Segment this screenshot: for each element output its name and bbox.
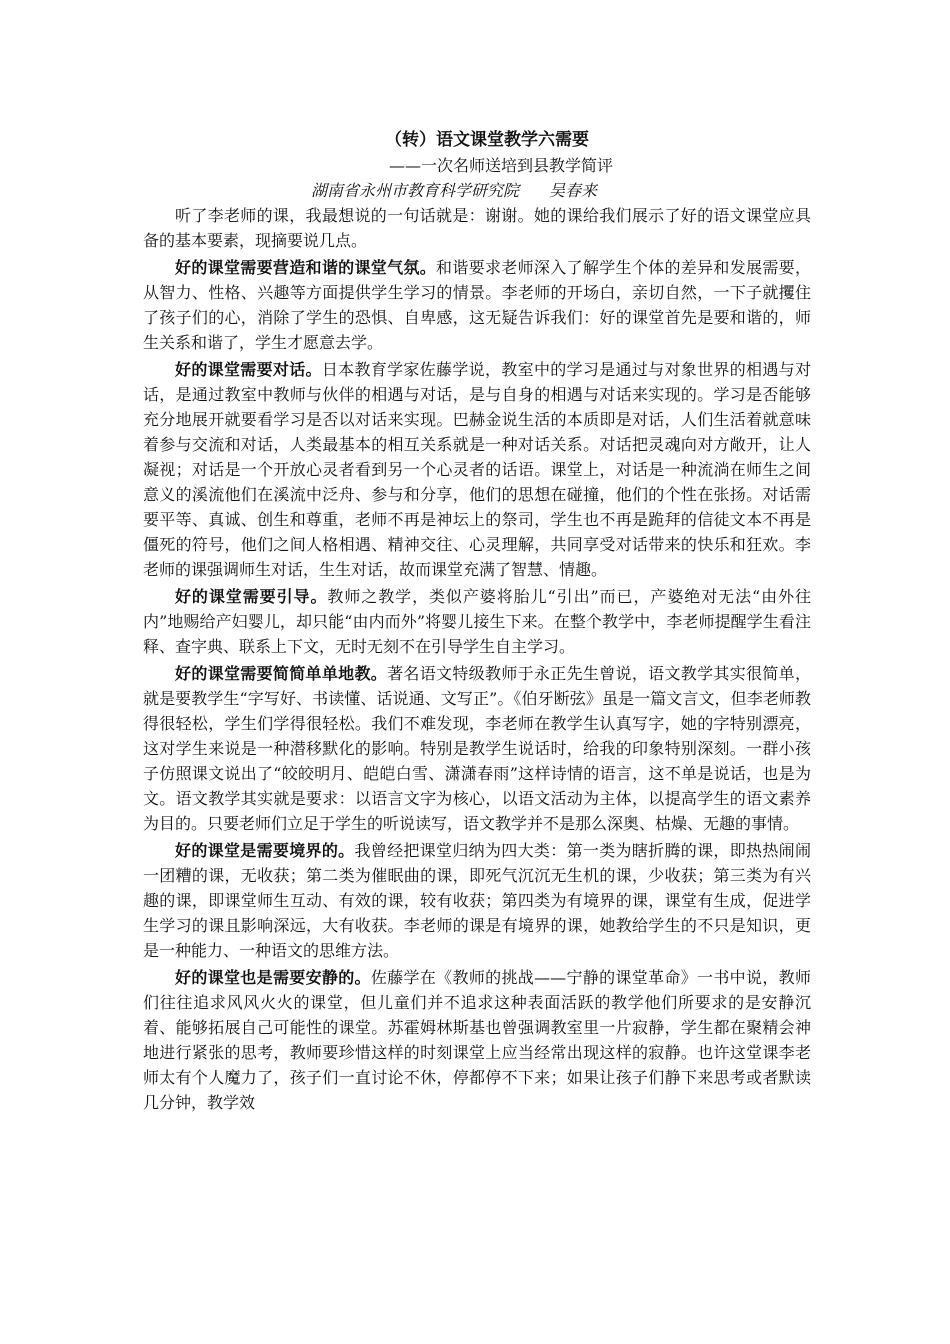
- document-subtitle: ——一次名师送培到县教学简评: [389, 156, 614, 175]
- author-affiliation: 湖南省永州市教育科学研究院: [311, 181, 520, 200]
- section-harmony: [143, 255, 811, 355]
- section-realm: [143, 838, 811, 963]
- section-simplicity: [143, 661, 811, 836]
- author-name: 吴春来: [549, 181, 598, 200]
- section-body: 日本教育学家佐藤学说，教室中的学习是通过与对象世界的相遇与对话，是通过教室中教师与伙伴的相遇与对话，是与自身的相遇与对话来实现的。学习是否能够充分地展开就要看学习是否以对话来实现。巴赫金说生活的本质即是对话，人们生活着就意味着参与交流和对话，人类最基本的相互关系就是一种对话关系。对话把灵魂向对方敞开，让人凝视；对话是一个开放心灵者看到另一个心灵者的话语。课堂上，对话是一种流淌在师生之间意义的溪流他们在溪流中泛舟、参与和分享，他们的思想在碰撞，他们的个性在张扬。对话需要平等、真诚、创生和尊重，老师不再是神坛上的祭司，学生也不再是跪拜的信徒文本不再是僵死的符号，他们之间人格相遇、精神交往、心灵理解，共同享受对话带来的快乐和狂欢。李老师的课强调师生对话，生生对话，故而课堂充满了智慧、情趣。: [143, 360, 811, 579]
- intro-paragraph: 听了李老师的课，我最想说的一句话就是：谢谢。她的课给我们展示了好的语文课堂应具备的基本要素，现摘要说几点。: [143, 206, 811, 250]
- section-body: 和谐要求老师深入了解学生个体的差异和发展需要，从智力、性格、兴趣等方面提供学生学习的情景。李老师的开场白，亲切自然，一下子就攫住了孩子们的心，消除了学生的恐惧、自卑感，这无疑告诉我们：好的课堂首先是要和谐的，师生关系和谐了，学生才愿意去学。: [143, 258, 811, 352]
- section-quiet: [143, 965, 811, 1115]
- section-heading: 好的课堂是需要境界的。: [175, 841, 355, 860]
- section-dialogue: [143, 357, 811, 582]
- document-title: （转）语文课堂教学六需要: [385, 130, 589, 150]
- section-guidance: [143, 584, 811, 659]
- section-body: 教师之教学，类似产婆将胎儿“引出”而已，产婆绝对无法“由外往内”地赐给产妇婴儿，却只能“由内而外”将婴儿接生下来。在整个教学中，李老师提醒学生看注释、查字典、联系上下文，无时无刻不在引导学生自主学习。: [143, 587, 811, 656]
- section-heading: 好的课堂也是需要安静的。: [175, 968, 371, 987]
- section-heading: 好的课堂需要引导。: [175, 587, 328, 606]
- section-heading: 好的课堂需要对话。: [175, 360, 322, 379]
- section-heading: 好的课堂需要简简单单地教。: [175, 664, 388, 683]
- document-page: [143, 128, 811, 1117]
- author-line: [143, 178, 811, 203]
- section-body: 著名语文特级教师于永正先生曾说，语文教学其实很简单，就是要教学生“字写好、书读懂、话说通、文写正”。《伯牙断弦》虽是一篇文言文，但李老师教得很轻松，学生们学得很轻松。我们不难发现，李老师在教学生认真写字，她的字特别漂亮，这对学生来说是一种潜移默化的影响。特别是教学生说话时，给我的印象特别深刻。一群小孩子仿照课文说出了“皎皎明月、皑皑白雪、潇潇春雨”这样诗情的语言，这不单是说话，也是为文。语文教学其实就是要求：以语言文字为核心，以语文活动为主体，以提高学生的语文素养为目的。只要老师们立足于学生的听说读写，语文教学并不是那么深奥、枯燥、无趣的事情。: [143, 664, 811, 833]
- section-heading: 好的课堂需要营造和谐的课堂气氛。: [175, 258, 437, 277]
- section-body: 我曾经把课堂归纳为四大类：第一类为瞎折腾的课，即热热闹闹一团糟的课，无收获；第二类为催眠曲的课，即死气沉沉无生机的课，少收获；第三类为有兴趣的课，即课堂师生互动、有效的课，较有收获；第四类为有境界的课，课堂有生成，促进学生学习的课且影响深远，大有收获。李老师的课是有境界的课，她教给学生的不只是知识，更是一种能力、一种语文的思维方法。: [143, 841, 811, 960]
- section-body: 佐藤学在《教师的挑战——宁静的课堂革命》一书中说，教师们往往追求风风火火的课堂，但儿童们并不追求这种表面活跃的教学他们所要求的是安静沉着、能够拓展自己可能性的课堂。苏霍姆林斯基也曾强调教室里一片寂静，学生都在聚精会神地进行紧张的思考，教师要珍惜这样的时刻课堂上应当经常出现这样的寂静。也许这堂课李老师太有个人魔力了，孩子们一直讨论不休，停都停不下来；如果让孩子们静下来思考或者默读几分钟，教学效: [143, 968, 811, 1112]
